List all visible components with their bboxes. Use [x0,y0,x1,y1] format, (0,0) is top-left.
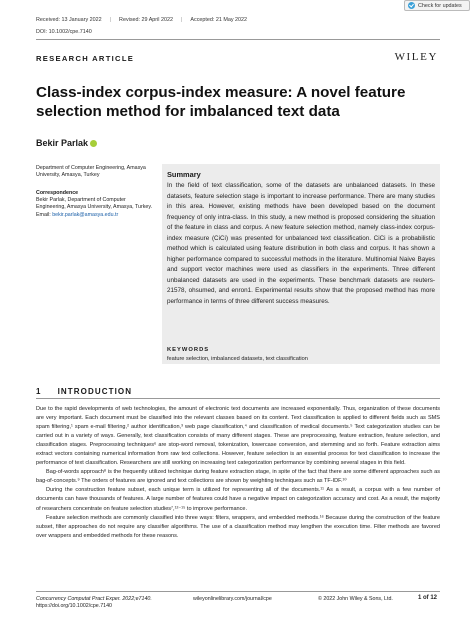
doi-link[interactable]: https://doi.org/10.1002/cpe.7140 [36,603,112,609]
email-link[interactable]: bekir.parlak@amasya.edu.tr [52,211,119,218]
keywords-text: feature selection, imbalanced datasets, text classification [167,356,308,362]
correspondence [36,197,154,219]
date-separator: | [109,17,112,23]
header-divider [36,39,440,40]
article-doi: DOI: 10.1002/cpe.7140 [36,29,92,35]
body-paragraph: Bag-of-words approach⁸ is the frequently utilized technique during feature extraction stage, in spite of the fact that there are some different approaches such as bag-of-concepts.⁹ The orders of features are ignored and text collections are shown by weighting techniques such as TF-IDF.¹⁰ [36,469,440,485]
body-paragraph: Due to the rapid developments of web technologies, the amount of electronic text documents are increased exponentially. Thus, organization of these documents are very important. Each document must be classified into the relevant classes based on its content. Text classification is applied to different fields such as SMS spam filtering,¹ spam e-mail filtering,² author identification,³ web page classification,⁴ and classification of medical documents.⁵ Text categorization studies can be carried out in a variety of ways. Generally, text classification consists of many different stages. These are preprocessing, feature extraction, feature selection, and classification stages. Preprocessing techniques⁶ are stop-word removal, tokenization, lowercase conversion, and stemming and so forth. Feature extraction aims extract vectors containing numerical information from raw text collections. However, feature selection is an essential process for text classification to increase the performance of text classification. Researchers are still working on increasing text categorization performance by combining several stages in this field. [36,406,440,467]
section-heading [36,387,132,396]
author-name: Bekir Parlak [36,138,89,148]
received-date: Received: 13 January 2022 [36,17,102,23]
check-updates-icon [408,2,415,9]
summary-heading: Summary [167,170,201,179]
page-number: 1 of 12 [418,595,438,601]
check-updates-button[interactable] [404,0,470,11]
email-label: Email: [36,211,53,218]
article-type: RESEARCH ARTICLE [36,54,135,63]
article-dates [36,17,247,23]
affiliation: Department of Computer Engineering, Amasya University, Amasya, Turkey [36,165,146,179]
footer-journal [36,596,152,610]
date-separator: | [181,17,183,23]
correspondence-heading: Correspondence [36,190,79,196]
author [36,138,97,148]
body-text [36,405,440,541]
copyright: © 2022 John Wiley & Sons, Ltd. [318,596,393,602]
paper-title: Class-index corpus-index measure: A novel feature selection method for imbalanced text data [36,84,406,120]
footer-divider [36,591,440,592]
section-divider [36,398,440,399]
keywords-heading: KEYWORDS [167,347,210,353]
summary-text: In the field of text classification, some of the datasets are unbalanced datasets. In these datasets, feature selection stage is important to increase performance. There are many studies in this area. However, existing methods have been developed based on the document frequency of only intra-class. In this study, a new method is proposed considering the situation of the feature in class and corpus. A new feature selection method, namely class-index corpus-index measure (CiCi) was presented for unbalanced text classification. CiCi is a probabilistic method which is calculated using feature distribution in both class and corpus. It has shown a higher performance compared to successful methods in the literature. Multinomial Naive Bayes and support vector machines were used as classifiers in the experiments. Three different unbalanced datasets are used in the experiments. These benchmark datasets are reuters-21578, ohsumed, and enron1. Experimental results show that the proposed method has more performance in terms of three different success measures. [167,182,435,305]
correspondence-text: Bekir Parlak, Department of Computer Engineering, Amasya University, Amasya, Turkey. [36,197,153,211]
revised-date: Revised: 29 April 2022 [119,17,173,23]
orcid-icon[interactable] [90,140,97,147]
section-title: INTRODUCTION [57,387,133,396]
accepted-date: Accepted: 21 May 2022 [190,17,248,23]
section-number: 1 [36,387,42,396]
journal-citation: Concurrency Computat Pract Exper. 2022;e7140. [36,596,152,602]
check-updates-label: Check for updates [418,2,462,9]
body-paragraph: Feature selection methods are commonly classified into three ways: filters, wrappers, and embedded methods.¹⁶ Because during the construction of the feature subset, filter approaches do not require any classifier algorithms. The use of a classification method may lengthen the execution time. Filter methods are favored over wrappers and embedded methods for these reasons. [36,514,440,539]
journal-site-link[interactable]: wileyonlinelibrary.com/journal/cpe [193,596,272,602]
body-paragraph: During the construction feature subset, each unique term is utilized for representing all of the documents.¹¹ As a result, a corpus with a few number of documents can have thousands of features. A large number of features could have a negative impact on categorization accuracy and cost. As a result, the majority of researchers concentrate on feature selection studies⁷,¹²⁻¹⁵ to improve performance. [36,487,440,512]
publisher-logo: WILEY [394,51,438,63]
